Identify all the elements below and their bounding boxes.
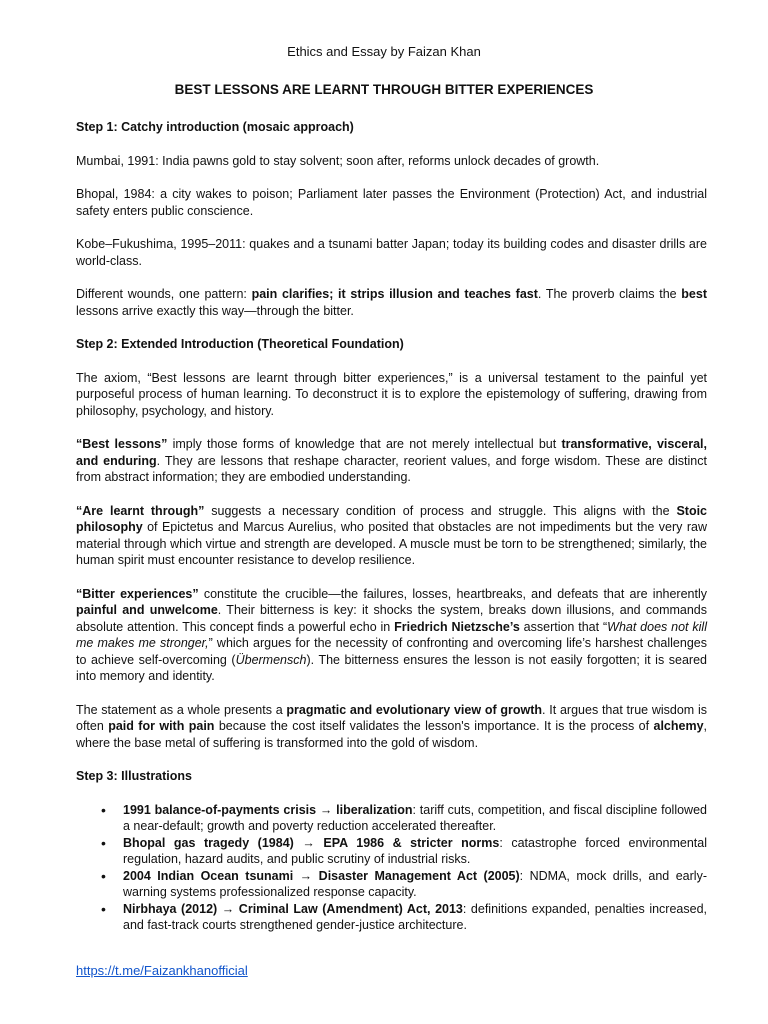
text-run: of Epictetus and Marcus Aurelius, who posited that obstacles are not impediments but the very raw material through which virtue and strength are developed. A muscle must be torn to be strengthened; similarly, the human spirit must encounter resistance to develop resilience. [76, 520, 707, 567]
bold-run: pain clarifies; it strips illusion and teaches fast [251, 287, 538, 301]
list-item [123, 901, 707, 934]
bold-run: Bhopal gas tragedy (1984) → EPA 1986 & stricter norms [123, 835, 500, 850]
step2-paragraph-2 [76, 436, 707, 486]
text-run: : NDMA, mock drills, and early-warning systems professionalized response capacity. [123, 868, 707, 899]
telegram-link[interactable]: https://t.me/Faizankhanofficial [76, 963, 248, 978]
italic-run: Übermensch [235, 652, 307, 667]
bold-run: “Are learnt through” [76, 503, 205, 518]
text-run: : tariff cuts, competition, and fiscal discipline followed a near-default; growth and poverty reduction accelerated thereafter. [123, 802, 707, 833]
page-header: Ethics and Essay by Faizan Khan [287, 44, 481, 59]
text-run: : definitions expanded, penalties increased, and fast-track courts strengthened gender-justice architecture. [123, 901, 707, 932]
text-run: imply those forms of knowledge that are not merely intellectual but [167, 437, 562, 451]
text-run: assertion that “ [519, 619, 608, 634]
bold-run: paid for with pain [108, 719, 215, 733]
bold-run: alchemy [653, 719, 704, 733]
text-run: lessons arrive exactly this way—through the bitter. [76, 303, 354, 318]
text-run: Different wounds, one pattern: [76, 287, 252, 301]
bold-run: pragmatic and evolutionary view of growth [286, 702, 543, 717]
text-run: ). The bitterness ensures the lesson is not easily forgotten; it is seared into memory and identity. [76, 652, 707, 683]
step2-heading: Step 2: Extended Introduction (Theoretical Foundation) [76, 337, 404, 351]
list-item [123, 802, 707, 835]
text-run: because the cost itself validates the lesson's importance. It is the process of [214, 719, 654, 733]
essay-title: BEST LESSONS ARE LEARNT THROUGH BITTER EXPERIENCES [174, 82, 594, 97]
bold-run: 1991 balance-of-payments crisis → liberalization [123, 802, 413, 817]
text-run: . The proverb claims the [537, 287, 682, 301]
bold-run: Friedrich Nietzsche’s [394, 619, 520, 634]
bold-run: “Best lessons” [76, 437, 168, 451]
bold-run: Stoic philosophy [76, 503, 707, 534]
text-run: suggests a necessary condition of process and struggle. This aligns with the [204, 503, 677, 518]
italic-run: What does not kill me makes me stronger, [76, 619, 707, 650]
step1-paragraph-4 [76, 286, 707, 319]
step2-paragraph-5 [76, 702, 707, 752]
step2-paragraph-3 [76, 503, 707, 569]
text-run: . They are lessons that reshape character, reorient values, and forge wisdom. These are distinct from abstract information; they are embodied understanding. [76, 453, 707, 484]
bold-run: 2004 Indian Ocean tsunami → Disaster Management Act (2005) [123, 868, 520, 883]
text-run: . It argues that true wisdom is often [76, 702, 707, 733]
bold-run: transformative, visceral, and enduring [76, 437, 708, 468]
step1-paragraph-2: Bhopal, 1984: a city wakes to poison; Parliament later passes the Environment (Protection) Act, and industrial safety enters public conscience. [76, 187, 707, 218]
text-run: ” which argues for the necessity of confronting and overcoming life’s harshest challenges to achieve self-overcoming ( [76, 636, 707, 667]
text-run: constitute the crucible—the failures, losses, heartbreaks, and defeats that are inherently [198, 586, 707, 601]
step1-paragraph-1: Mumbai, 1991: India pawns gold to stay solvent; soon after, reforms unlock decades of growth. [76, 153, 600, 168]
text-run: . Their bitterness is key: it shocks the system, breaks down illusions, and commands absolute attention. This concept finds a powerful echo in [76, 603, 707, 634]
step1-heading: Step 1: Catchy introduction (mosaic approach) [76, 120, 354, 134]
text-run: The statement as a whole presents a [76, 702, 287, 717]
illustrations-list [76, 802, 707, 934]
bold-run: painful and unwelcome [76, 603, 218, 617]
bold-run: best [681, 287, 707, 301]
step1-paragraph-3: Kobe–Fukushima, 1995–2011: quakes and a tsunami batter Japan; today its building codes and disaster drills are world-class. [76, 237, 707, 268]
list-item [123, 868, 707, 901]
bold-run: “Bitter experiences” [76, 586, 199, 601]
step2-paragraph-1: The axiom, “Best lessons are learnt through bitter experiences,” is a universal testament to the painful yet purposeful process of human learning. To deconstruct it is to explore the epistemology of suffering, drawing from philosophy, psychology, and history. [76, 370, 707, 418]
bold-run: Nirbhaya (2012) → Criminal Law (Amendment) Act, 2013 [123, 901, 463, 916]
essay-body [76, 119, 707, 934]
text-run: : catastrophe forced environmental regulation, hazard audits, and public scrutiny of industrial risks. [123, 835, 708, 866]
text-run: , where the base metal of suffering is transformed into the gold of wisdom. [76, 719, 708, 750]
list-item [123, 835, 707, 868]
step3-heading: Step 3: Illustrations [76, 769, 192, 783]
step2-paragraph-4 [76, 586, 707, 685]
